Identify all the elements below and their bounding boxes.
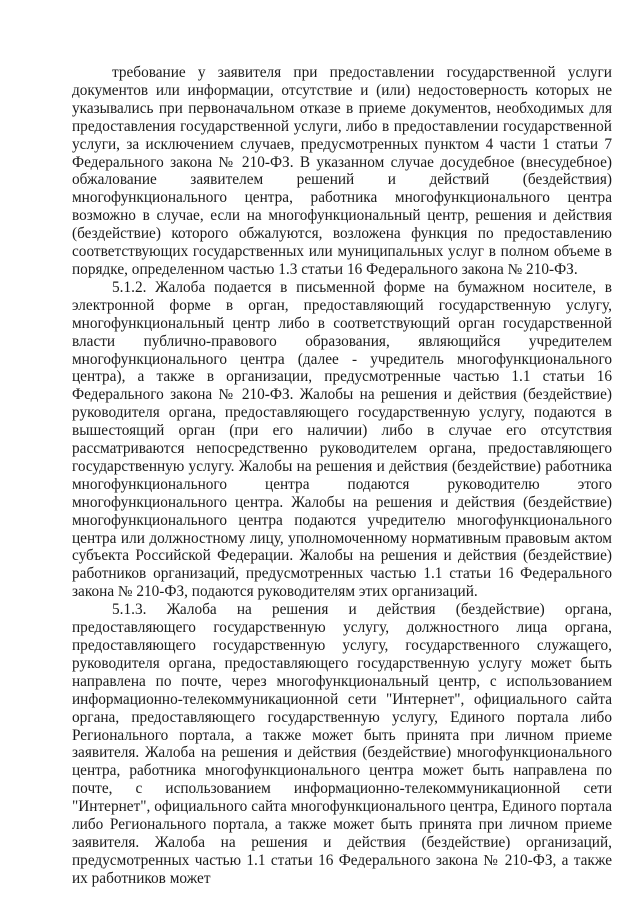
paragraph-continuation: требование у заявителя при предоставлении государственной услуги документов или информации, отсутствие и (или) недостоверность которых не указывались при первоначальном отказе в приеме документов, необходимых для предоставления государственной услуги, либо в предоставлении государственной услуги, за исключением случаев, предусмотренных пунктом 4 части 1 статьи 7 Федерального закона № 210-ФЗ. В указанном случае досудебное (внесудебное) обжалование заявителем решений и действий (бездействия) многофункционального центра, работника многофункционального центра возможно в случае, если на многофункциональный центр, решения и действия (бездействие) которого обжалуются, возложена функция по предоставлению соответствующих государственных или муниципальных услуг в полном объеме в порядке, определенном частью 1.3 статьи 16 Федерального закона № 210-ФЗ. — [72, 64, 612, 278]
paragraph-5-1-3: 5.1.3. Жалоба на решения и действия (бездействие) органа, предоставляющего государственную услугу, должностного лица органа, предоставляющего государственную услугу, государственного служащего, руководителя органа, предоставляющего государственную услугу может быть направлена по почте, через многофункциональный центр, с использованием информационно-телекоммуникационной сети "Интернет", официального сайта органа, предоставляющего государственную услугу, Единого портала либо Регионального портала, а также может быть принята при личном приеме заявителя. Жалоба на решения и действия (бездействие) многофункционального центра, работника многофункционального центра может быть направлена по почте, с использованием информационно-телекоммуникационной сети "Интернет", официального сайта многофункционального центра, Единого портала либо Регионального портала, а также может быть принята при личном приеме заявителя. Жалоба на решения и действия (бездействие) организаций, предусмотренных частью 1.1 статьи 16 Федерального закона № 210-ФЗ, а также их работников может — [72, 601, 612, 887]
document-page — [72, 64, 612, 888]
paragraph-5-1-2: 5.1.2. Жалоба подается в письменной форме на бумажном носителе, в электронной форме в орган, предоставляющий государственную услугу, многофункциональный центр либо в соответствующий орган государственной власти публично-правового образования, являющийся учредителем многофункционального центра (далее - учредитель многофункционального центра), а также в организации, предусмотренные частью 1.1 статьи 16 Федерального закона № 210-ФЗ. Жалобы на решения и действия (бездействие) руководителя органа, предоставляющего государственную услугу, подаются в вышестоящий орган (при его наличии) либо в случае его отсутствия рассматриваются непосредственно руководителем органа, предоставляющего государственную услугу. Жалобы на решения и действия (бездействие) работника многофункционального центра подаются руководителю этого многофункционального центра. Жалобы на решения и действия (бездействие) многофункционального центра подаются учредителю многофункционального центра или должностному лицу, уполномоченному нормативным правовым актом субъекта Российской Федерации. Жалобы на решения и действия (бездействие) работников организаций, предусмотренных частью 1.1 статьи 16 Федерального закона № 210-ФЗ, подаются руководителям этих организаций. — [72, 278, 612, 601]
